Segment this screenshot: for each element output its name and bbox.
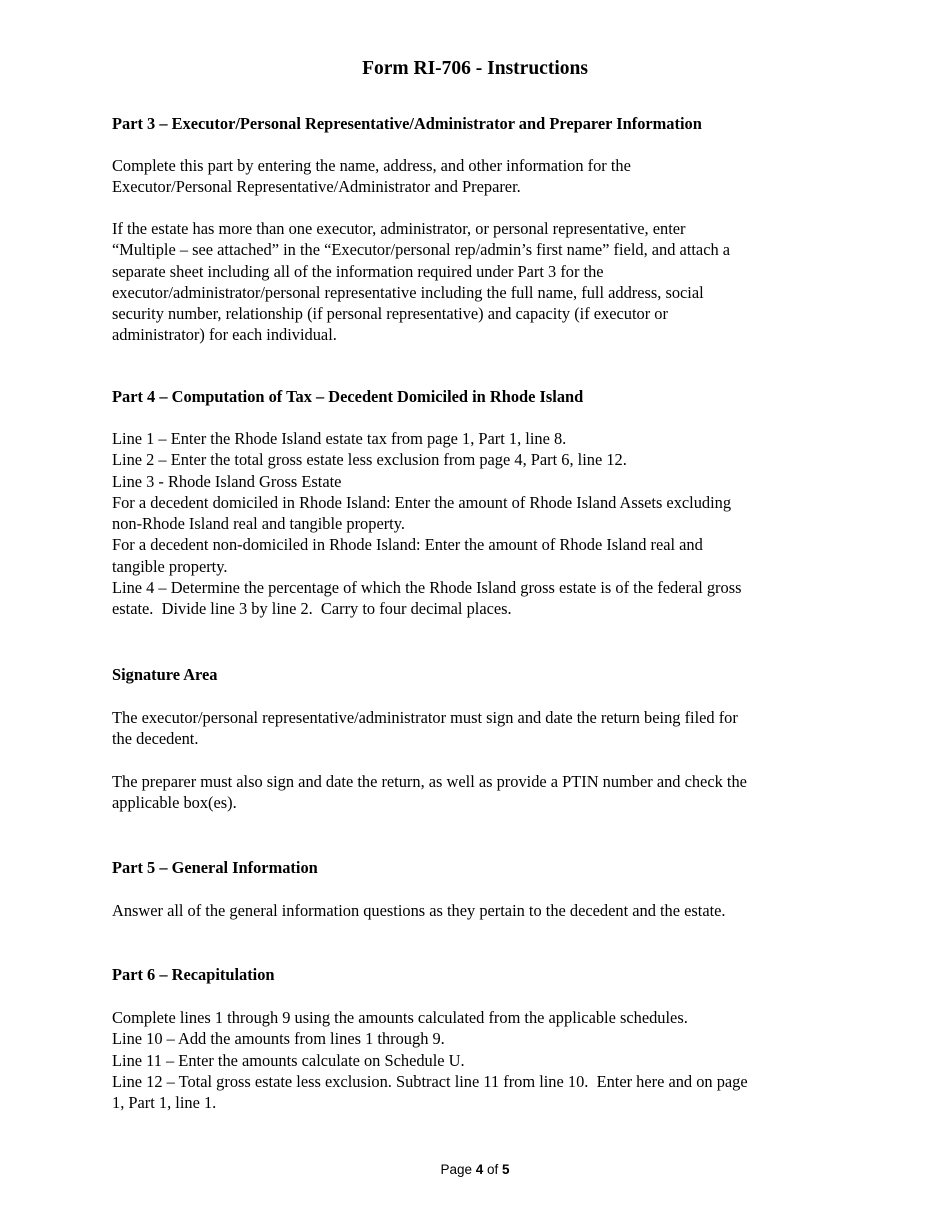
text-line: If the estate has more than one executor, administrator, or personal representative, enter	[112, 219, 686, 238]
part5-paragraph-1	[112, 900, 852, 921]
text-line: Line 3 - Rhode Island Gross Estate	[112, 471, 342, 491]
part4-heading: Part 4 – Computation of Tax – Decedent Domiciled in Rhode Island	[112, 387, 584, 406]
text-line: tangible property.	[112, 556, 228, 576]
text-line: separate sheet including all of the information required under Part 3 for the	[112, 261, 604, 281]
of-word: of	[487, 1162, 499, 1177]
text-line: estate. Divide line 3 by line 2. Carry to four decimal places.	[112, 599, 512, 619]
text-line: The executor/personal representative/administrator must sign and date the return being filed for	[112, 708, 738, 727]
signature-paragraph-1	[112, 707, 852, 750]
part6-lines	[112, 1007, 852, 1113]
text-line: non-Rhode Island real and tangible property.	[112, 514, 405, 534]
page-total: 5	[502, 1162, 510, 1177]
text-line: 1, Part 1, line 1.	[112, 1093, 217, 1113]
text-line: For a decedent non-domiciled in Rhode Island: Enter the amount of Rhode Island real and	[112, 535, 703, 555]
page-number: 4	[475, 1162, 484, 1177]
text-line: Complete this part by entering the name, address, and other information for the	[112, 156, 631, 175]
part5-heading: Part 5 – General Information	[112, 858, 318, 877]
text-line: Complete lines 1 through 9 using the amounts calculated from the applicable schedules.	[112, 1008, 688, 1027]
part3-paragraph-1	[112, 155, 852, 198]
text-line: The preparer must also sign and date the return, as well as provide a PTIN number and check the	[112, 772, 747, 791]
part6-heading: Part 6 – Recapitulation	[112, 965, 275, 984]
text-line: Answer all of the general information questions as they pertain to the decedent and the estate.	[112, 901, 726, 920]
text-line: applicable box(es).	[112, 793, 237, 813]
text-line: the decedent.	[112, 729, 199, 749]
part4-lines	[112, 428, 852, 620]
part3-heading: Part 3 – Executor/Personal Representative/Administrator and Preparer Information	[112, 114, 702, 133]
part3-paragraph-2	[112, 218, 852, 346]
text-line: Line 10 – Add the amounts from lines 1 through 9.	[112, 1029, 445, 1049]
page-word: Page	[440, 1162, 472, 1177]
text-line: administrator) for each individual.	[112, 325, 337, 345]
text-line: Line 11 – Enter the amounts calculate on Schedule U.	[112, 1050, 465, 1070]
text-line: Line 4 – Determine the percentage of which the Rhode Island gross estate is of the federal gross	[112, 578, 742, 598]
text-line: Line 2 – Enter the total gross estate less exclusion from page 4, Part 6, line 12.	[112, 450, 627, 470]
signature-paragraph-2	[112, 771, 852, 814]
text-line: security number, relationship (if personal representative) and capacity (if executor or	[112, 304, 668, 324]
page-title: Form RI-706 - Instructions	[362, 58, 588, 79]
text-line: Executor/Personal Representative/Administrator and Preparer.	[112, 177, 521, 197]
signature-heading: Signature Area	[112, 665, 218, 684]
text-line: “Multiple – see attached” in the “Executor/personal rep/admin’s first name” field, and attach a	[112, 240, 731, 260]
page-footer	[0, 1161, 950, 1179]
text-line: For a decedent domiciled in Rhode Island: Enter the amount of Rhode Island Assets excluding	[112, 492, 732, 512]
text-line: executor/administrator/personal representative including the full name, full address, social	[112, 282, 704, 302]
text-line: Line 12 – Total gross estate less exclusion. Subtract line 11 from line 10. Enter here and on page	[112, 1071, 748, 1091]
text-line: Line 1 – Enter the Rhode Island estate tax from page 1, Part 1, line 8.	[112, 429, 567, 448]
